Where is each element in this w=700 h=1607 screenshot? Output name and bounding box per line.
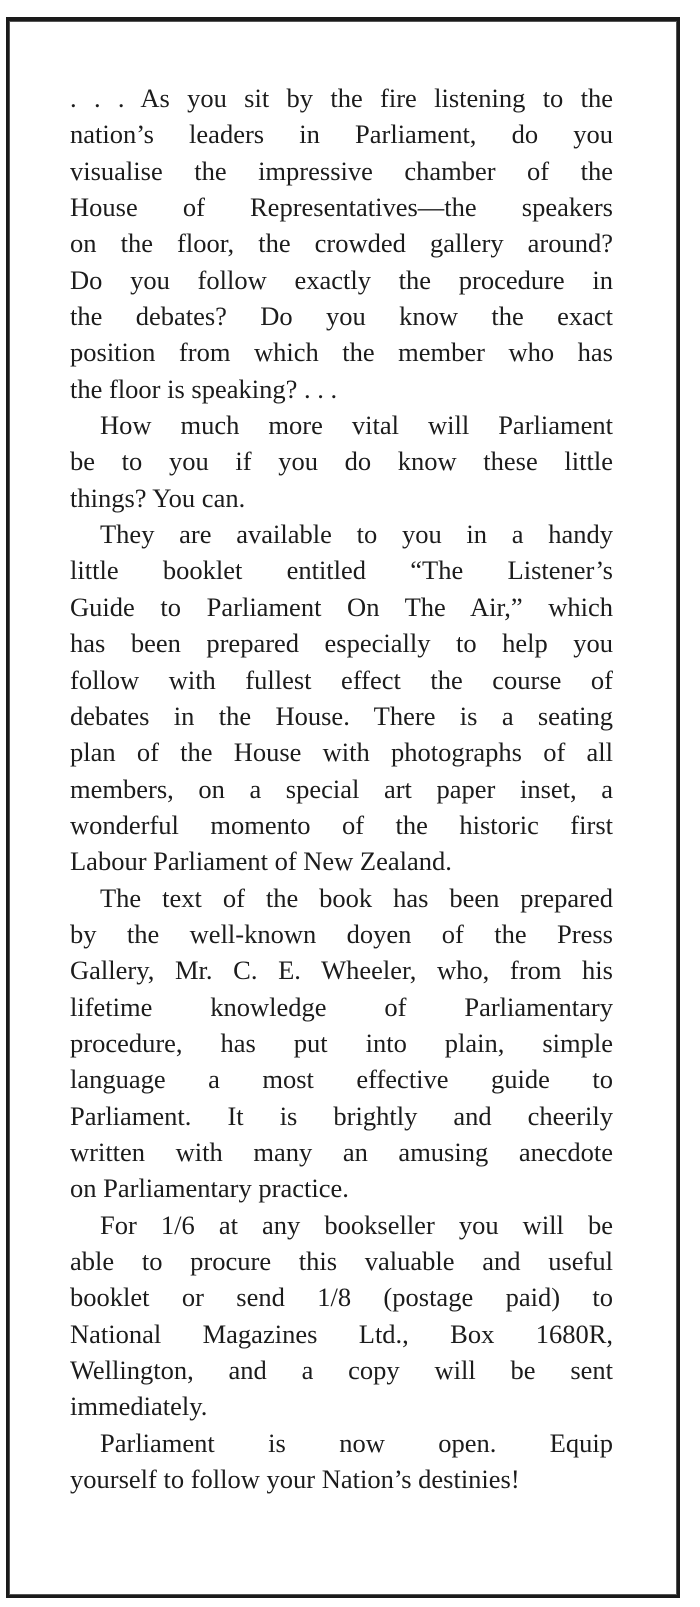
text-line: follow with fullest effect the course of: [70, 664, 613, 695]
text-line: immediately.: [70, 1391, 208, 1422]
text-line: has been prepared especially to help you: [70, 628, 613, 659]
text-line: able to procure this valuable and useful: [70, 1246, 613, 1276]
text-line: on Parliamentary practice.: [70, 1173, 349, 1204]
text-line: the debates? Do you know the exact: [70, 301, 613, 332]
text-line: wonderful momento of the historic first: [70, 809, 613, 840]
text-line: How much more vital will Parliament: [100, 410, 613, 441]
paragraph: [70, 1425, 613, 1498]
text-line: Do you follow exactly the procedure in: [70, 264, 613, 295]
text-line: Guide to Parliament On The Air,” which: [70, 591, 613, 622]
text-line: Gallery, Mr. C. E. Wheeler, who, from his: [70, 955, 613, 986]
text-line: The text of the book has been prepared: [100, 882, 613, 913]
paragraph: [70, 880, 613, 1207]
text-line: House of Representatives—the speakers: [70, 192, 613, 223]
text-line: be to you if you do know these little: [70, 446, 613, 477]
text-line: Labour Parliament of New Zealand.: [70, 846, 452, 877]
text-line: Wellington, and a copy will be sent: [70, 1355, 613, 1386]
text-line: debates in the House. There is a seating: [70, 700, 613, 731]
text-line: language a most effective guide to: [70, 1064, 613, 1095]
text-line: nation’s leaders in Parliament, do you: [70, 119, 613, 150]
text-line: things? You can.: [70, 482, 246, 513]
text-line: plan of the House with photographs of all: [70, 737, 613, 768]
paragraph: [70, 407, 613, 516]
advertisement-body: [70, 80, 613, 1497]
paragraph: [70, 80, 613, 407]
paragraph: [70, 1207, 613, 1425]
text-line: on the floor, the crowded gallery around?: [70, 228, 613, 259]
text-line: visualise the impressive chamber of the: [70, 155, 613, 186]
text-line: . . . As you sit by the fire listening to the: [70, 83, 613, 113]
text-line: members, on a special art paper inset, a: [70, 773, 613, 804]
text-line: little booklet entitled “The Listener’s: [70, 555, 613, 586]
text-line: written with many an amusing anecdote: [70, 1136, 613, 1167]
text-line: by the well-known doyen of the Press: [70, 918, 613, 949]
text-line: position from which the member who has: [70, 337, 613, 368]
text-line: lifetime knowledge of Parliamentary: [70, 991, 613, 1022]
text-line: booklet or send 1/8 (postage paid) to: [70, 1282, 613, 1313]
paragraph: [70, 516, 613, 879]
text-line: the floor is speaking? . . .: [70, 373, 338, 404]
text-line: Parliament. It is brightly and cheerily: [70, 1100, 613, 1131]
text-line: yourself to follow your Nation’s destinies!: [70, 1464, 520, 1495]
text-line: procedure, has put into plain, simple: [70, 1027, 613, 1058]
text-line: Parliament is now open. Equip: [100, 1427, 613, 1458]
text-line: National Magazines Ltd., Box 1680R,: [70, 1318, 613, 1349]
text-line: They are available to you in a handy: [100, 519, 613, 550]
text-line: For 1/6 at any bookseller you will be: [100, 1209, 613, 1240]
